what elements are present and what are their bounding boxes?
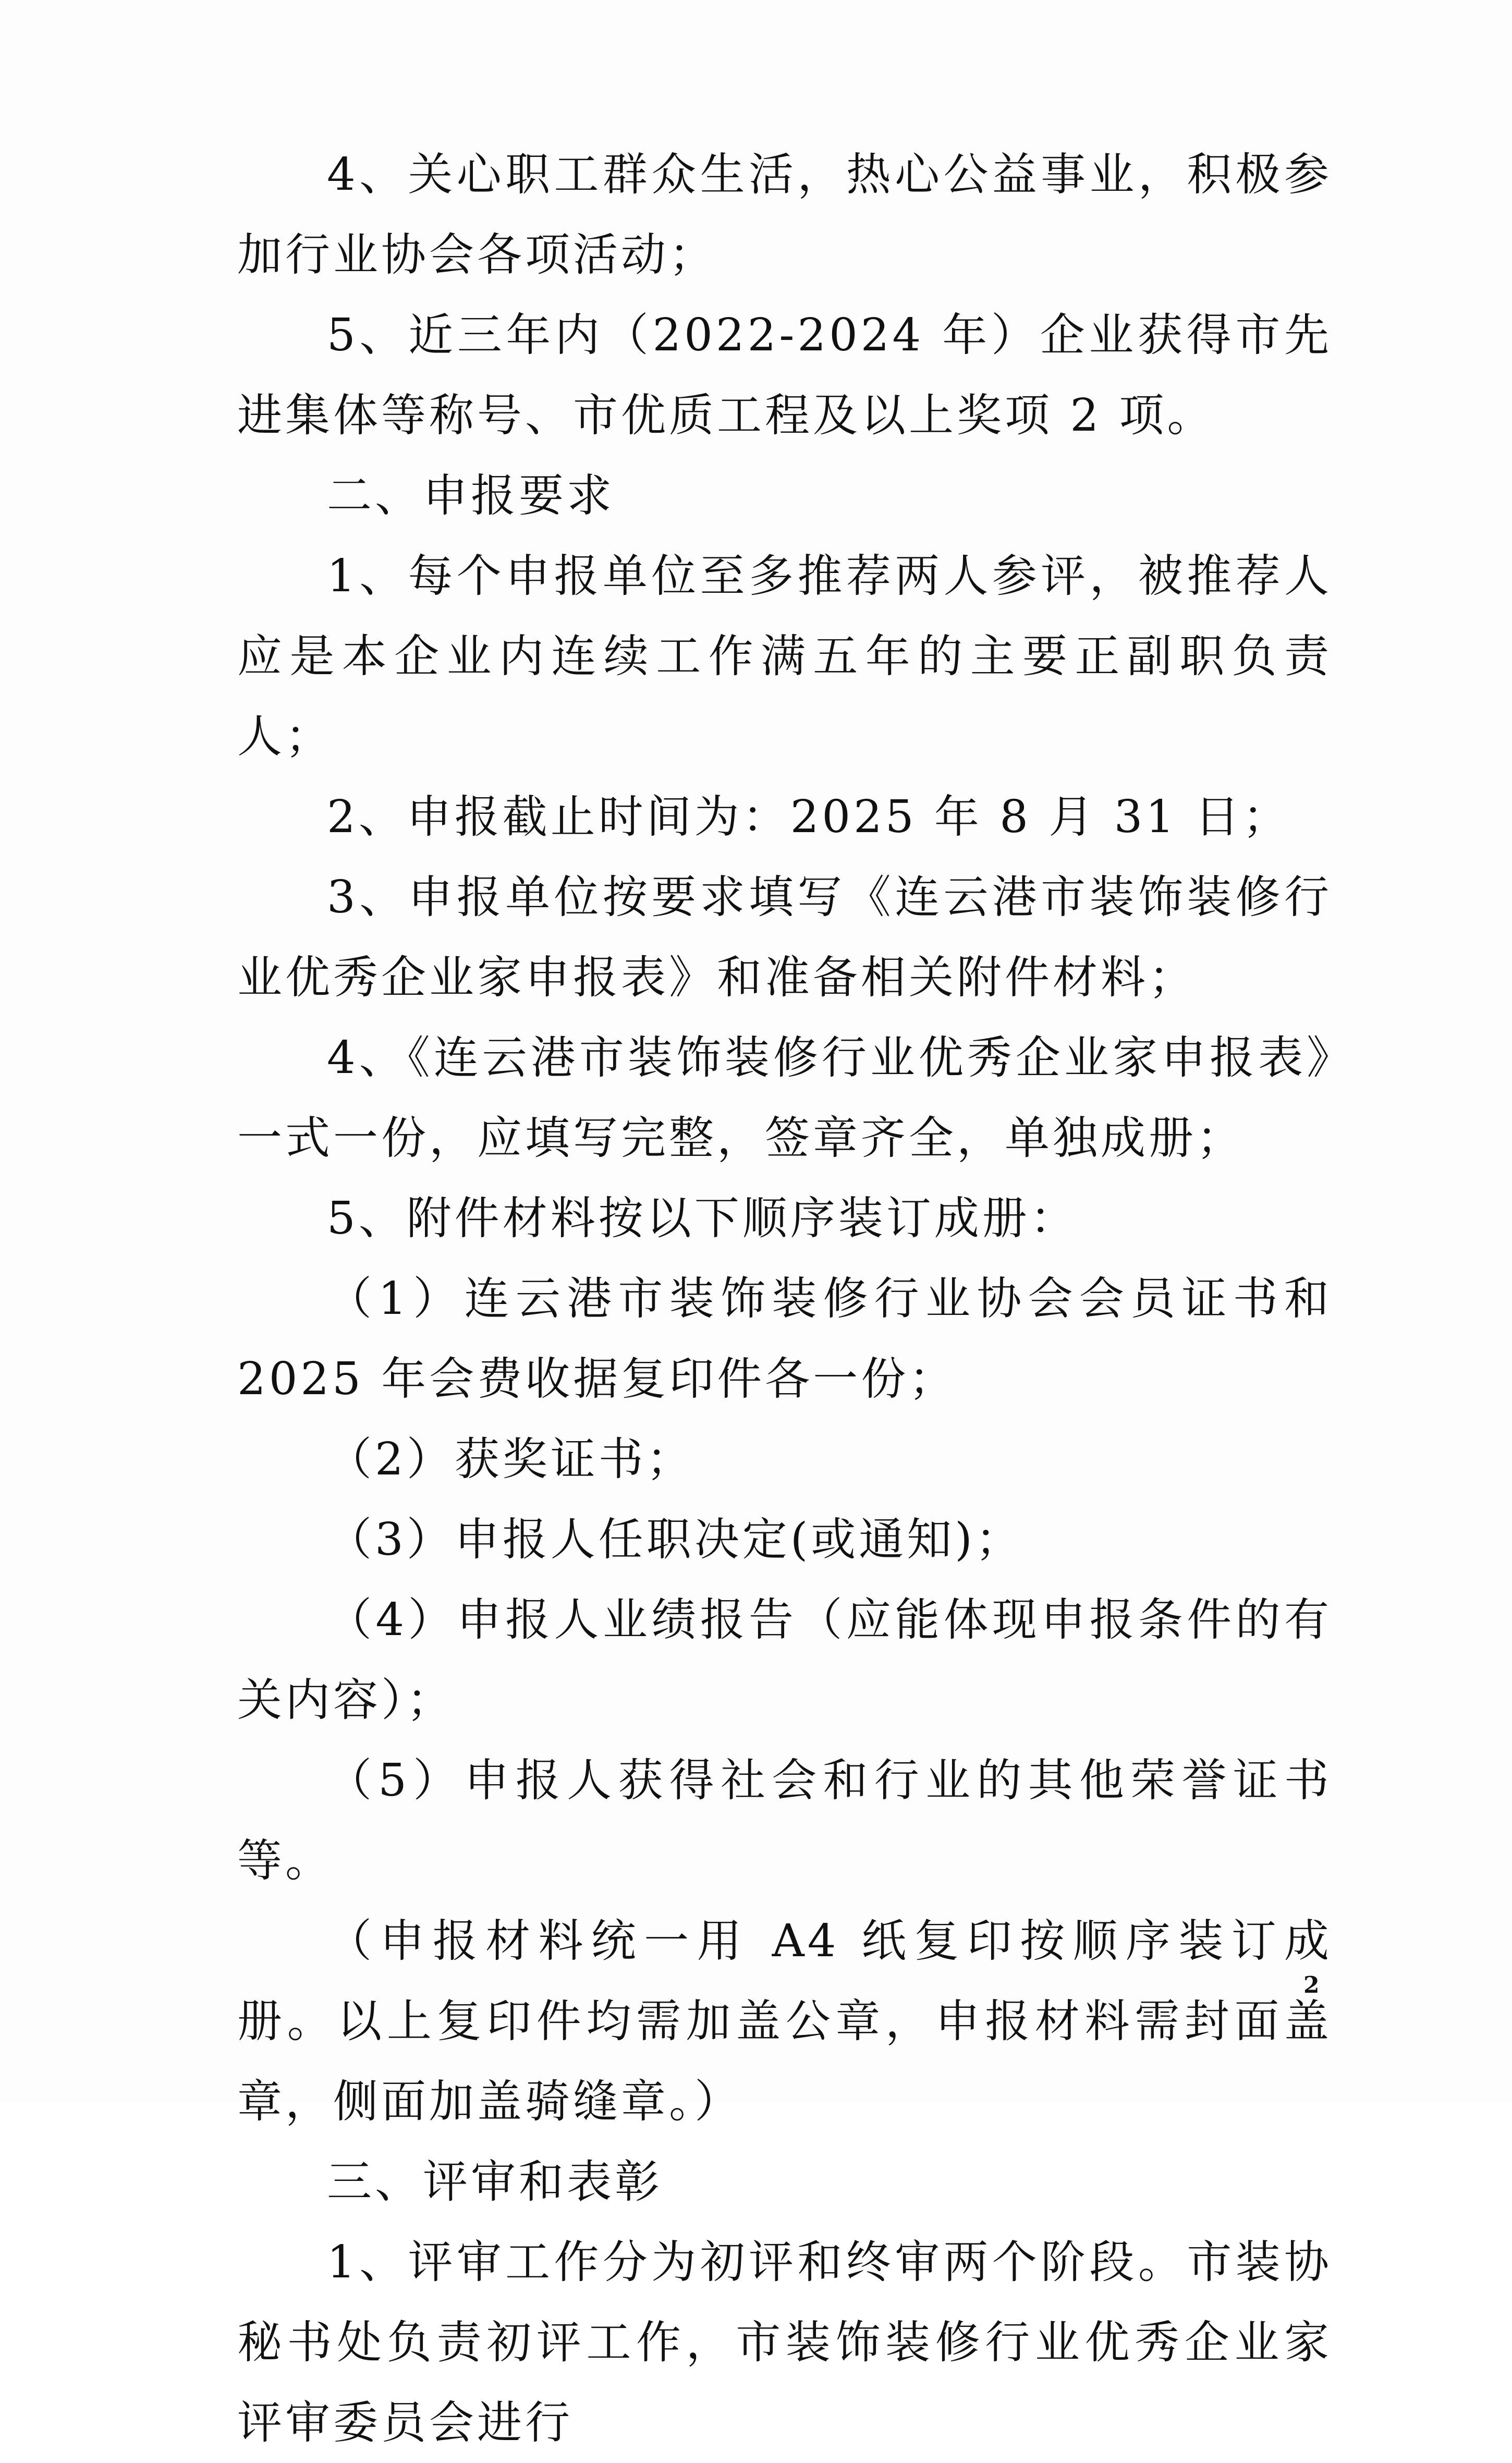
- section-heading-review: 三、评审和表彰: [327, 2156, 663, 2208]
- paragraph-req-4: 4、《连云港市装饰装修行业优秀企业家申报表》一式一份，应填写完整，签章齐全，单独成册；: [237, 1032, 1332, 1164]
- document-body: [237, 135, 1332, 2463]
- attachment-item-1: （1）连云港市装饰装修行业协会会员证书和 2025 年会费收据复印件各一份；: [237, 1273, 1332, 1405]
- paragraph-item-4-care: 4、关心职工群众生活，热心公益事业，积极参加行业协会各项活动；: [237, 149, 1332, 281]
- attachment-item-5: （5）申报人获得社会和行业的其他荣誉证书等。: [237, 1754, 1332, 1887]
- binding-note: （申报材料统一用 A4 纸复印按顺序装订成册。以上复印件均需加盖公章，申报材料需封面盖章，侧面加盖骑缝章。）: [237, 1915, 1332, 2128]
- paragraph-req-5: 5、附件材料按以下顺序装订成册：: [327, 1192, 1078, 1245]
- attachment-item-4: （4）申报人业绩报告（应能体现申报条件的有关内容）；: [237, 1594, 1332, 1726]
- page-number: 2: [1303, 1972, 1320, 1998]
- paragraph-req-3: 3、申报单位按要求填写《连云港市装饰装修行业优秀企业家申报表》和准备相关附件材料；: [237, 871, 1332, 1004]
- paragraph-item-5-awards: 5、近三年内（2022-2024 年）企业获得市先进集体等称号、市优质工程及以上奖项 2 项。: [237, 309, 1332, 442]
- attachment-item-3: （3）申报人任职决定(或通知)；: [327, 1514, 1023, 1566]
- paragraph-req-2-deadline: 2、申报截止时间为：2025 年 8 月 31 日；: [327, 791, 1291, 843]
- paragraph-review-1: 1、评审工作分为初评和终审两个阶段。市装协秘书处负责初评工作，市装饰装修行业优秀企业家评审委员会进行: [237, 2236, 1332, 2449]
- attachment-item-2: （2）获奖证书；: [327, 1433, 694, 1485]
- section-heading-requirements: 二、申报要求: [327, 470, 615, 522]
- paragraph-req-1: 1、每个申报单位至多推荐两人参评，被推荐人应是本企业内连续工作满五年的主要正副职负责人；: [237, 550, 1332, 763]
